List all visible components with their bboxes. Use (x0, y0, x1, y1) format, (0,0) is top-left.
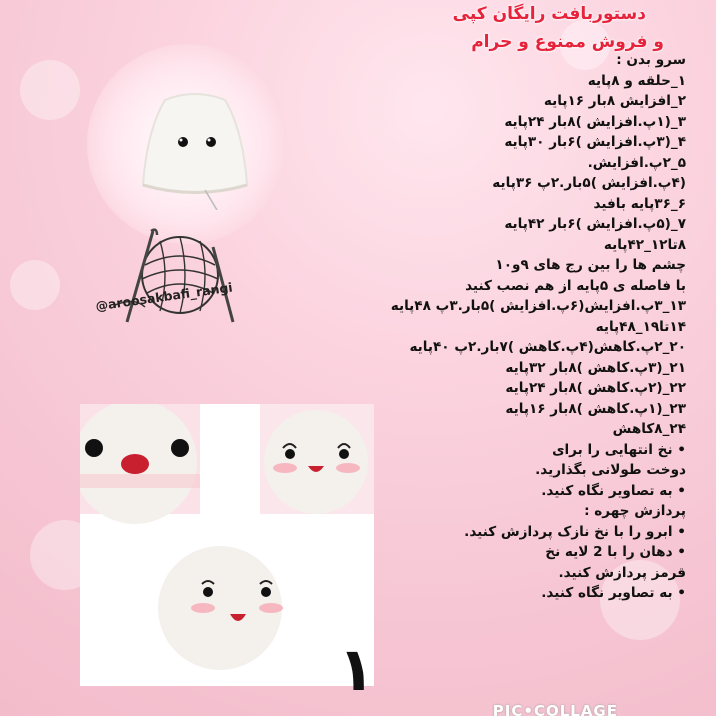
instruction-line: ۶_۳۶پایه بافید (593, 195, 686, 212)
page-number: ١ (338, 635, 375, 705)
instruction-line: ۵_۲پ.افزایش. (587, 154, 686, 171)
instruction-line: چشم ها را بین رج های ۹و۱۰ (495, 257, 686, 273)
bokeh-circle (20, 60, 80, 120)
instruction-line: ۱۳_۳پ.افزایش(۶پ.افزایش )۵بار.۳پ ۴۸پایه (390, 298, 686, 314)
bokeh-circle (10, 260, 60, 310)
yarn-ball-logo (105, 227, 255, 327)
instruction-line: • به تصاویر نگاه کنید. (541, 482, 686, 499)
instruction-line: (۴پ.افزایش )۵بار.۲پ ۳۶پایه (492, 175, 686, 191)
instruction-line: با فاصله ی ۵پایه از هم نصب کنید (465, 277, 686, 294)
instruction-line: ۱۴تا۱۹_۴۸پایه (595, 318, 686, 335)
instagram-handle: @aroosakbafi_rangi (94, 279, 234, 314)
crochet-ghost-image (125, 90, 265, 210)
instruction-line: ۳_(۱پ.افزایش )۸بار ۲۴پایه (504, 113, 686, 130)
title-line-2: و فروش ممنوع و حرام (471, 32, 664, 52)
watermark: PIC•COLLAGE (492, 702, 618, 716)
instruction-line: • دهان را با 2 لایه نخ (545, 544, 686, 560)
instruction-line: ۲_افزایش ۸بار ۱۶پایه (543, 93, 686, 109)
instruction-line: پردازش چهره : (584, 503, 686, 519)
instruction-line: • ابرو را با نخ نازک پردازش کنید. (464, 523, 686, 540)
instruction-line: قرمز پردازش کنید. (558, 564, 686, 581)
instruction-line: ۲۱_(۳پ.کاهش )۸بار ۳۲پایه (505, 359, 686, 376)
instruction-line: ۴_(۳پ.افزایش )۶بار ۳۰پایه (504, 134, 686, 150)
instruction-line: ۷_(۵پ.افزایش )۶بار ۴۲پایه (504, 216, 686, 232)
instruction-line: ۲۴_۸کاهش (612, 421, 686, 437)
instruction-line: ۱_حلقه و ۸پایه (587, 72, 686, 89)
instruction-line: ۲۰_۲پ.کاهش(۴پ.کاهش )۷بار.۲پ ۴۰پایه (409, 339, 686, 355)
instruction-line: سرو بدن : (616, 52, 686, 68)
instruction-line: ۲۲_(۲پ.کاهش )۸بار ۲۴پایه (505, 380, 686, 396)
instruction-line: • نخ انتهایی را برای (552, 441, 686, 458)
instruction-line: ۸تا۱۲_۴۲پایه (603, 236, 686, 253)
instruction-line: • به تصاویر نگاه کنید. (541, 585, 686, 601)
crochet-faces-image (80, 404, 374, 686)
instruction-line: دوخت طولانی بگذارید. (535, 462, 686, 478)
instruction-line: ۲۳_(۱پ.کاهش )۸بار ۱۶پایه (505, 400, 686, 417)
title-line-1: دستوربافت رایگان کپی (452, 4, 646, 24)
face-photos (80, 404, 374, 686)
